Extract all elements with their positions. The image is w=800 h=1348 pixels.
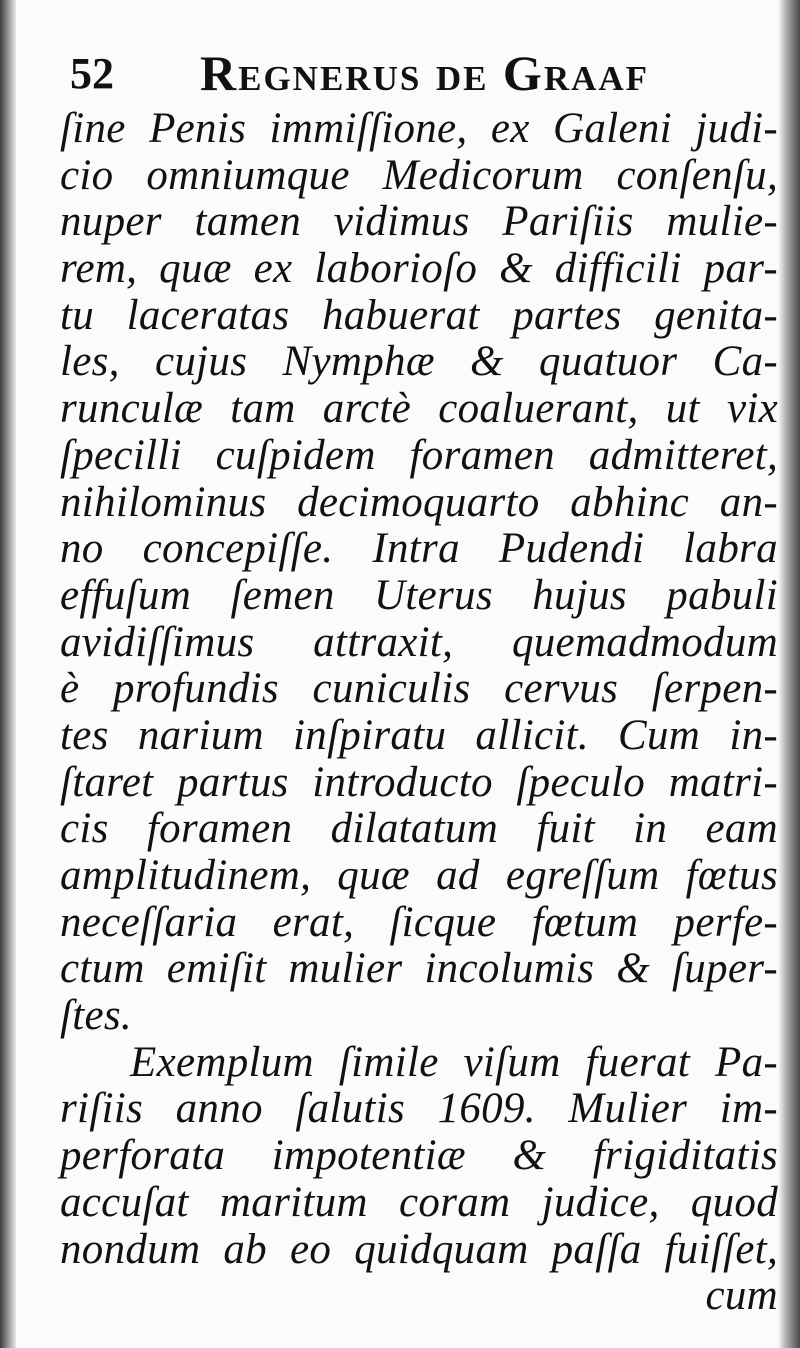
text-line: è profundis cuniculis cervus ſerpen- <box>60 665 778 713</box>
text-line: nondum ab eo quidquam paſſa fuiſſet, <box>60 1225 778 1273</box>
text-line: ſtes. <box>60 992 132 1040</box>
text-line: ctum emiſit mulier incolumis & ſuper- <box>60 945 778 993</box>
page-number: 52 <box>70 49 114 98</box>
page-edge-shadow <box>778 0 800 1348</box>
body-text <box>60 106 778 1320</box>
text-line: neceſſaria erat, ſicque fœtum perfe- <box>60 898 778 946</box>
running-head: Regnerus de Graaf <box>200 45 650 101</box>
text-line: nuper tamen vidimus Pariſiis mulie- <box>60 198 778 246</box>
page-gutter-shadow <box>0 0 16 1348</box>
text-line-paragraph-start: Exemplum ſimile viſum fuerat Pa- <box>130 1038 778 1086</box>
text-line: runculæ tam arctè coaluerant, ut vix <box>60 385 778 433</box>
text-line: nihilominus decimoquarto abhinc an- <box>60 478 778 526</box>
page-header <box>70 38 710 108</box>
text-line: accuſat maritum coram judice, quod <box>60 1178 778 1226</box>
text-line: cis foramen dilatatum fuit in eam <box>60 805 778 853</box>
text-line: tu laceratas habuerat partes genita- <box>60 291 778 339</box>
text-line: no concepiſſe. Intra Pudendi labra <box>60 525 778 573</box>
text-line: perforata impotentiæ & frigiditatis <box>60 1132 778 1180</box>
text-line: ſpecilli cuſpidem foramen admitteret, <box>60 431 778 479</box>
text-line: cio omniumque Medicorum conſenſu, <box>60 151 778 199</box>
text-line: amplitudinem, quæ ad egreſſum fœtus <box>60 852 778 899</box>
text-line: rem, quæ ex laborioſo & difficili par- <box>60 245 778 293</box>
catchword: cum <box>705 1272 778 1320</box>
text-line: les, cujus Nymphæ & quatuor Ca- <box>60 338 778 386</box>
text-line: ſine Penis immiſſione, ex Galeni judi- <box>60 105 778 152</box>
text-line: avidiſſimus attraxit, quemadmodum <box>60 618 778 666</box>
text-line: effuſum ſemen Uterus hujus pabuli <box>60 571 778 619</box>
text-line: riſiis anno ſalutis 1609. Mulier im- <box>60 1085 778 1133</box>
text-line: ſtaret partus introducto ſpeculo matri- <box>60 758 778 806</box>
text-line: tes narium inſpiratu allicit. Cum in- <box>60 711 778 759</box>
